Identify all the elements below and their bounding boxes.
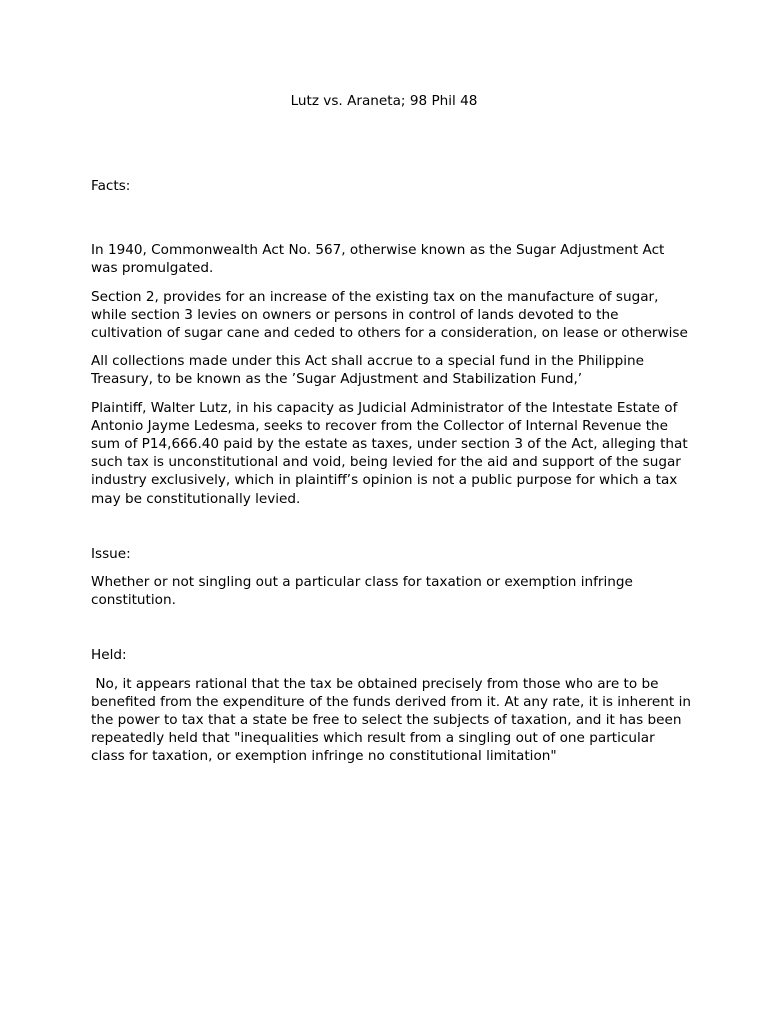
issue-heading: Issue: (91, 545, 131, 562)
document-body (91, 177, 696, 766)
facts-paragraph-3: All collections made under this Act shall accrue to a special fund in the Philippine Treasury, to be known as the ’Sugar Adjustment and Stabilization Fund,’ (91, 353, 649, 388)
issue-paragraph: Whether or not singling out a particular class for taxation or exemption infringe constitution. (91, 574, 638, 609)
facts-paragraph-4: Plaintiff, Walter Lutz, in his capacity as Judicial Administrator of the Intestate Estate of Antonio Jayme Ledesma, seeks to recover from the Collector of Internal Revenue the sum of P14,666.40 paid by the estate as taxes, under section 3 of the Act, alleging that such tax is unconstitutional and void, being levied for the aid and support of the sugar industry exclusively, which in plaintiff’s opinion is not a public purpose for which a tax may be constitutionally levied. (91, 399, 693, 507)
held-heading: Held: (91, 647, 127, 664)
facts-paragraph-2: Section 2, provides for an increase of the existing tax on the manufacture of sugar, while section 3 levies on owners or persons in control of lands devoted to the cultivation of sugar cane and ceded to others for a consideration, on lease or otherwise (91, 288, 688, 342)
held-paragraph: No, it appears rational that the tax be obtained precisely from those who are to be benefited from the expenditure of the funds derived from it. At any rate, it is inherent in the power to tax that a state be free to select the subjects of taxation, and it has been repeatedly held that "inequalities which result from a singling out of one particular class for taxation, or exemption infringe no constitutional limitation" (91, 675, 696, 765)
facts-heading: Facts: (91, 178, 131, 194)
facts-paragraph-1: In 1940, Commonwealth Act No. 567, otherwise known as the Sugar Adjustment Act was promulgated. (91, 242, 669, 277)
document-title: Lutz vs. Araneta; 98 Phil 48 (290, 93, 478, 109)
